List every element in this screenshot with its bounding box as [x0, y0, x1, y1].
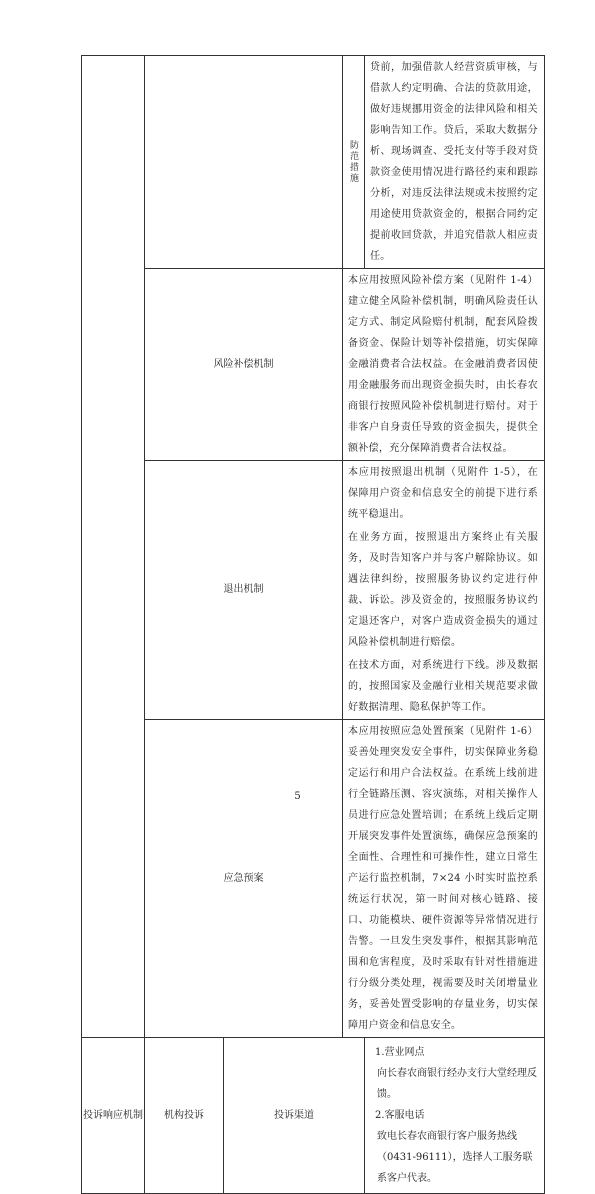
emergency-plan-text: 本应用按照应急处置预案（见附件 1-6）妥善处理突发安全事件，切实保障业务稳定运行和用户合法权益。在系统上线前进行全链路压测、容灾演练，对相关操作人员进行应急处置培训；在系统上线后定期开展突发事件处置演练，确保应急预案的全面性、合理性和可操作性，建立日常生产运行监控机制，7×24 小时实时监控系统运行状况，第一时间对核心链路、接口、功能模块、硬件资源等异常情况进行告警。一旦发生突发事件，根据其影响范围和危害程度，及时采取有针对性措施进行分级分类处理，视需要及时关闭增量业务，妥善处置受影响的存量业务，切实保障用户资金和信息安全。	[348, 726, 538, 1031]
list-item-desc: 向长春农商银行经办支行大堂经理反馈。	[377, 1068, 537, 1100]
table-row	[82, 461, 545, 720]
label-cell	[145, 461, 343, 720]
label-cell	[145, 269, 343, 461]
category-cell	[82, 1038, 145, 1194]
label-cell	[145, 720, 343, 1038]
blank-cell	[145, 56, 343, 269]
document-table	[81, 55, 545, 1194]
text-cell	[365, 1038, 545, 1194]
risk-compensation-label: 风险补偿机制	[213, 358, 274, 370]
emergency-plan-label: 应急预案	[223, 872, 264, 884]
table-row	[82, 1038, 545, 1194]
category-cell-empty	[82, 56, 145, 1038]
list-item-title: 2.客服电话	[375, 1110, 425, 1121]
text-cell	[343, 720, 545, 1038]
page-number: 5	[294, 791, 301, 802]
institution-complaint-label: 机构投诉	[164, 1109, 204, 1121]
exit-mechanism-paragraph: 本应用按照退出机制（见附件 1-5），在保障用户资金和信息安全的前提下进行系统平稳退出。	[348, 467, 538, 520]
exit-mechanism-paragraph: 在技术方面，对系统进行下线。涉及数据的，按照国家及金融行业相关规范要求做好数据清理、隐私保护等工作。	[348, 660, 538, 713]
table-row	[82, 269, 545, 461]
text-cell	[343, 461, 545, 720]
text-cell	[343, 269, 545, 461]
text-cell	[365, 56, 545, 269]
complaint-mechanism-label: 投诉响应机制	[83, 1109, 143, 1121]
list-item-title: 1.营业网点	[375, 1047, 425, 1058]
exit-mechanism-label: 退出机制	[223, 584, 264, 595]
sublabel-cell	[343, 56, 365, 269]
label-cell	[224, 1038, 365, 1194]
complaint-channel-list	[365, 1038, 544, 1193]
label-cell	[145, 1038, 224, 1194]
complaint-channel-label: 投诉渠道	[274, 1109, 314, 1121]
table-row	[82, 56, 545, 269]
table-row	[82, 720, 545, 1038]
risk-compensation-text: 本应用按照风险补偿方案（见附件 1-4）建立健全风险补偿机制，明确风险责任认定方式、制定风险赔付机制，配套风险拨备资金、保险计划等补偿措施，切实保障金融消费者合法权益。在金融消费者因使用金融服务而出现资金损失时，由长春农商银行按照风险补偿机制进行赔付。对于非客户自身责任导致的资金损失，提供全额补偿，充分保障消费者合法权益。	[348, 275, 538, 454]
sublabel-risk-prevention: 防范措施	[348, 140, 358, 184]
list-item-desc: 致电长春农商银行客户服务热线（0431-96111），选择人工服务联系客户代表。	[377, 1131, 533, 1184]
exit-mechanism-paragraph: 在业务方面，按照退出方案终止有关服务，及时告知客户并与客户解除协议。如遇法律纠纷，按照服务协议约定进行仲裁、诉讼。涉及资金的，按照服务协议约定退还客户，对客户造成资金损失的通过风险补偿机制进行赔偿。	[348, 532, 538, 648]
risk-prevention-text: 贷前，加强借款人经营资质审核，与借款人约定明确、合法的贷款用途，做好违规挪用资金的法律风险和相关影响告知工作。贷后，采取大数据分析、现场调查、受托支付等手段对贷款资金使用情况进行路径约束和跟踪分析，对违反法律法规或未按照约定用途使用贷款资金的，根据合同约定提前收回贷款，并追究借款人相应责任。	[370, 62, 538, 262]
